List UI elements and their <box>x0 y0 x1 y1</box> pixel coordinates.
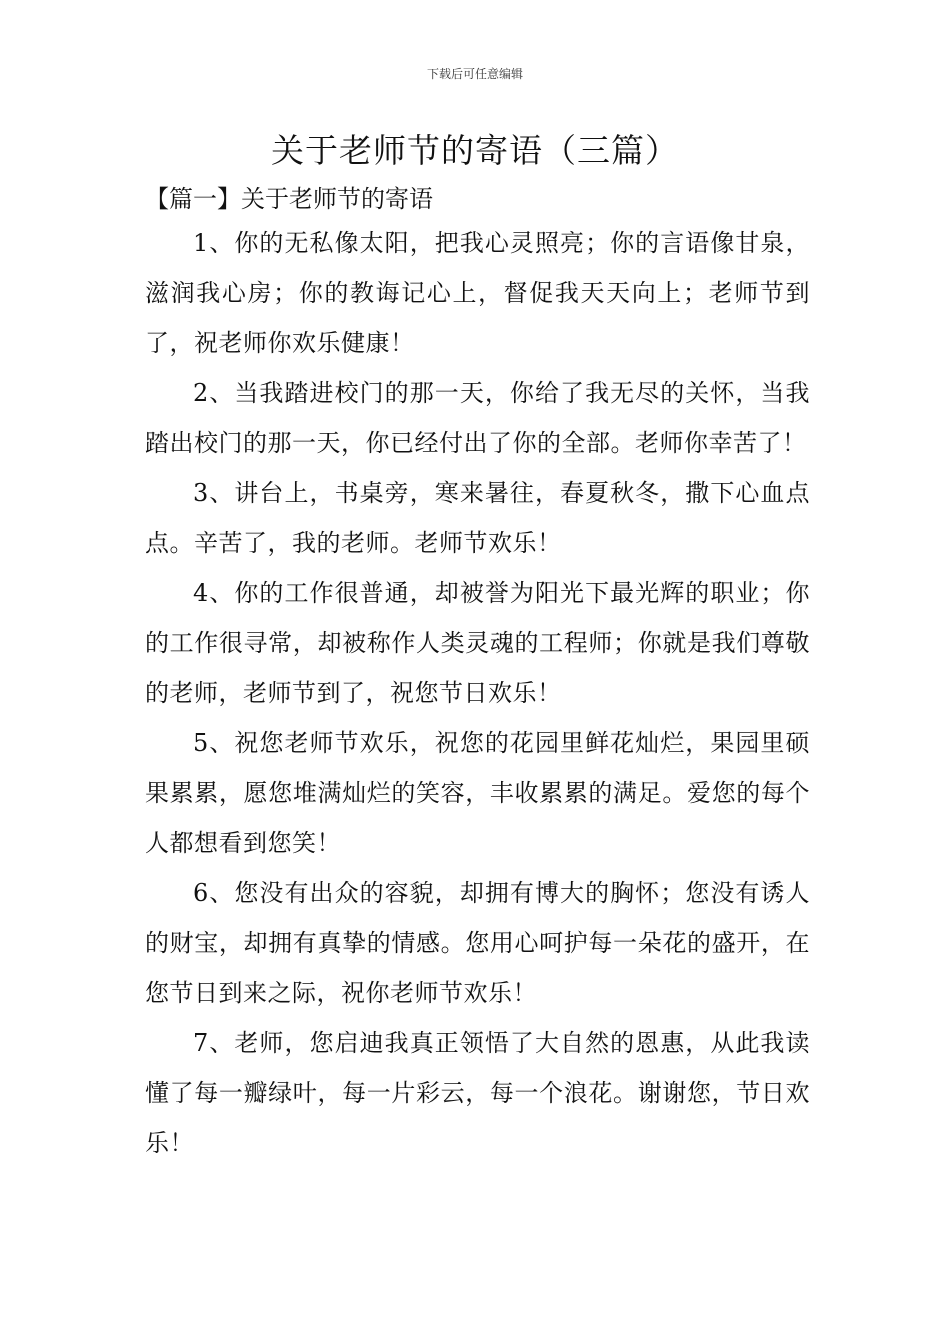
paragraph-6: 6、您没有出众的容貌，却拥有博大的胸怀；您没有诱人的财宝，却拥有真挚的情感。您用心呵护每一朵花的盛开，在您节日到来之际，祝你老师节欢乐！ <box>145 879 810 1007</box>
document-body <box>145 180 810 1168</box>
section-heading: 【篇一】关于老师节的寄语 <box>145 185 433 213</box>
paragraph-7: 7、老师，您启迪我真正领悟了大自然的恩惠，从此我读懂了每一瓣绿叶，每一片彩云，每一个浪花。谢谢您，节日欢乐！ <box>145 1029 810 1157</box>
paragraph-2: 2、当我踏进校门的那一天，你给了我无尽的关怀，当我踏出校门的那一天，你已经付出了你的全部。老师你幸苦了！ <box>145 379 810 457</box>
paragraph-3: 3、讲台上，书桌旁，寒来暑往，春夏秋冬，撒下心血点点。辛苦了，我的老师。老师节欢乐！ <box>145 479 810 557</box>
paragraph-4: 4、你的工作很普通，却被誉为阳光下最光辉的职业；你的工作很寻常，却被称作人类灵魂的工程师；你就是我们尊敬的老师，老师节到了，祝您节日欢乐！ <box>145 579 810 707</box>
header-note: 下载后可任意编辑 <box>426 67 523 81</box>
paragraph-1: 1、你的无私像太阳，把我心灵照亮；你的言语像甘泉，滋润我心房；你的教诲记心上，督促我天天向上；老师节到了，祝老师你欢乐健康！ <box>145 229 810 357</box>
paragraph-5: 5、祝您老师节欢乐，祝您的花园里鲜花灿烂，果园里硕果累累，愿您堆满灿烂的笑容，丰收累累的满足。爱您的每个人都想看到您笑！ <box>145 729 810 857</box>
document-title: 关于老师节的寄语（三篇） <box>271 131 679 170</box>
